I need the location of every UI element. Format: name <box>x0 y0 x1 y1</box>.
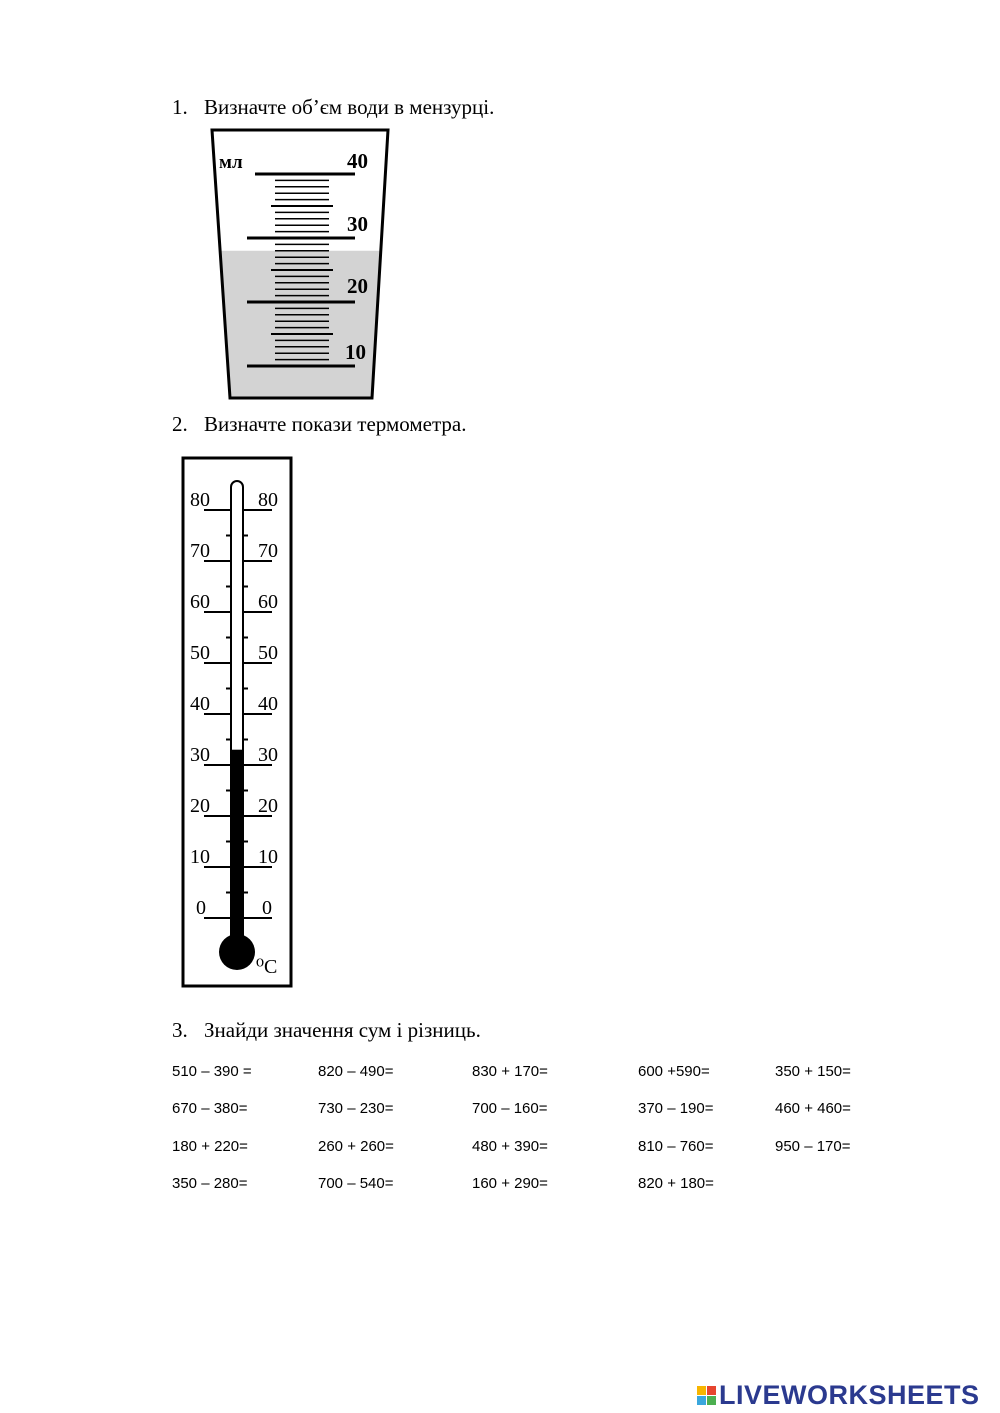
logo-square-icon <box>697 1396 706 1405</box>
exercise-item: 350 – 280= <box>172 1175 248 1192</box>
thermometer-mercury <box>230 750 244 945</box>
exercise-item: 830 + 170= <box>472 1063 548 1080</box>
thermometer-labels-left <box>190 489 210 919</box>
exercise-item: 730 – 230= <box>318 1100 394 1117</box>
cylinder-water <box>220 251 381 398</box>
exercise-item: 370 – 190= <box>638 1100 714 1117</box>
question-1-text: Визначте об’єм води в мензурці. <box>204 95 495 119</box>
cylinder-label-20: 20 <box>347 274 368 298</box>
th-right-30: 30 <box>258 744 278 766</box>
question-1-number: 1. <box>172 95 188 119</box>
cylinder-unit-label: мл <box>219 152 243 173</box>
th-right-0: 0 <box>262 897 272 919</box>
exercise-item: 810 – 760= <box>638 1138 714 1155</box>
th-right-20: 20 <box>258 795 278 817</box>
exercise-item: 600 +590= <box>638 1063 710 1080</box>
question-2-number: 2. <box>172 412 188 436</box>
thermometer-bulb <box>219 934 255 970</box>
th-right-60: 60 <box>258 591 278 613</box>
th-left-20: 20 <box>190 795 210 817</box>
exercise-item: 670 – 380= <box>172 1100 248 1117</box>
th-right-80: 80 <box>258 489 278 511</box>
cylinder-label-40: 40 <box>347 149 368 173</box>
question-2-text: Визначте покази термометра. <box>204 412 467 436</box>
question-1-title <box>172 95 494 120</box>
th-left-0: 0 <box>196 897 206 919</box>
exercise-item: 160 + 290= <box>472 1175 548 1192</box>
measuring-cylinder <box>205 125 395 403</box>
exercise-item: 350 + 150= <box>775 1063 851 1080</box>
th-right-50: 50 <box>258 642 278 664</box>
exercise-item: 820 + 180= <box>638 1175 714 1192</box>
cylinder-label-10: 10 <box>345 340 366 364</box>
cylinder-label-30: 30 <box>347 212 368 236</box>
thermometer-unit: ⁰C <box>256 956 278 978</box>
exercise-item: 480 + 390= <box>472 1138 548 1155</box>
exercise-item: 180 + 220= <box>172 1138 248 1155</box>
th-left-40: 40 <box>190 693 210 715</box>
question-3-title <box>172 1018 481 1043</box>
liveworksheets-logo <box>697 1378 980 1412</box>
logo-text: LIVEWORKSHEETS <box>719 1379 980 1410</box>
exercise-item: 700 – 540= <box>318 1175 394 1192</box>
th-right-10: 10 <box>258 846 278 868</box>
question-2-title <box>172 412 466 437</box>
exercise-item: 510 – 390 = <box>172 1063 252 1080</box>
th-left-30: 30 <box>190 744 210 766</box>
logo-square-icon <box>707 1386 716 1395</box>
question-3-number: 3. <box>172 1018 188 1042</box>
logo-mark-icon <box>697 1386 716 1405</box>
logo-square-icon <box>697 1386 706 1395</box>
th-left-50: 50 <box>190 642 210 664</box>
exercise-item: 700 – 160= <box>472 1100 548 1117</box>
question-3-text: Знайди значення сум і різниць. <box>204 1018 481 1042</box>
th-left-10: 10 <box>190 846 210 868</box>
thermometer <box>180 455 295 990</box>
exercise-item: 820 – 490= <box>318 1063 394 1080</box>
exercise-item: 460 + 460= <box>775 1100 851 1117</box>
th-left-80: 80 <box>190 489 210 511</box>
th-right-40: 40 <box>258 693 278 715</box>
thermometer-labels-right <box>258 489 278 919</box>
th-left-70: 70 <box>190 540 210 562</box>
exercise-item: 260 + 260= <box>318 1138 394 1155</box>
th-left-60: 60 <box>190 591 210 613</box>
logo-square-icon <box>707 1396 716 1405</box>
exercise-item: 950 – 170= <box>775 1138 851 1155</box>
th-right-70: 70 <box>258 540 278 562</box>
